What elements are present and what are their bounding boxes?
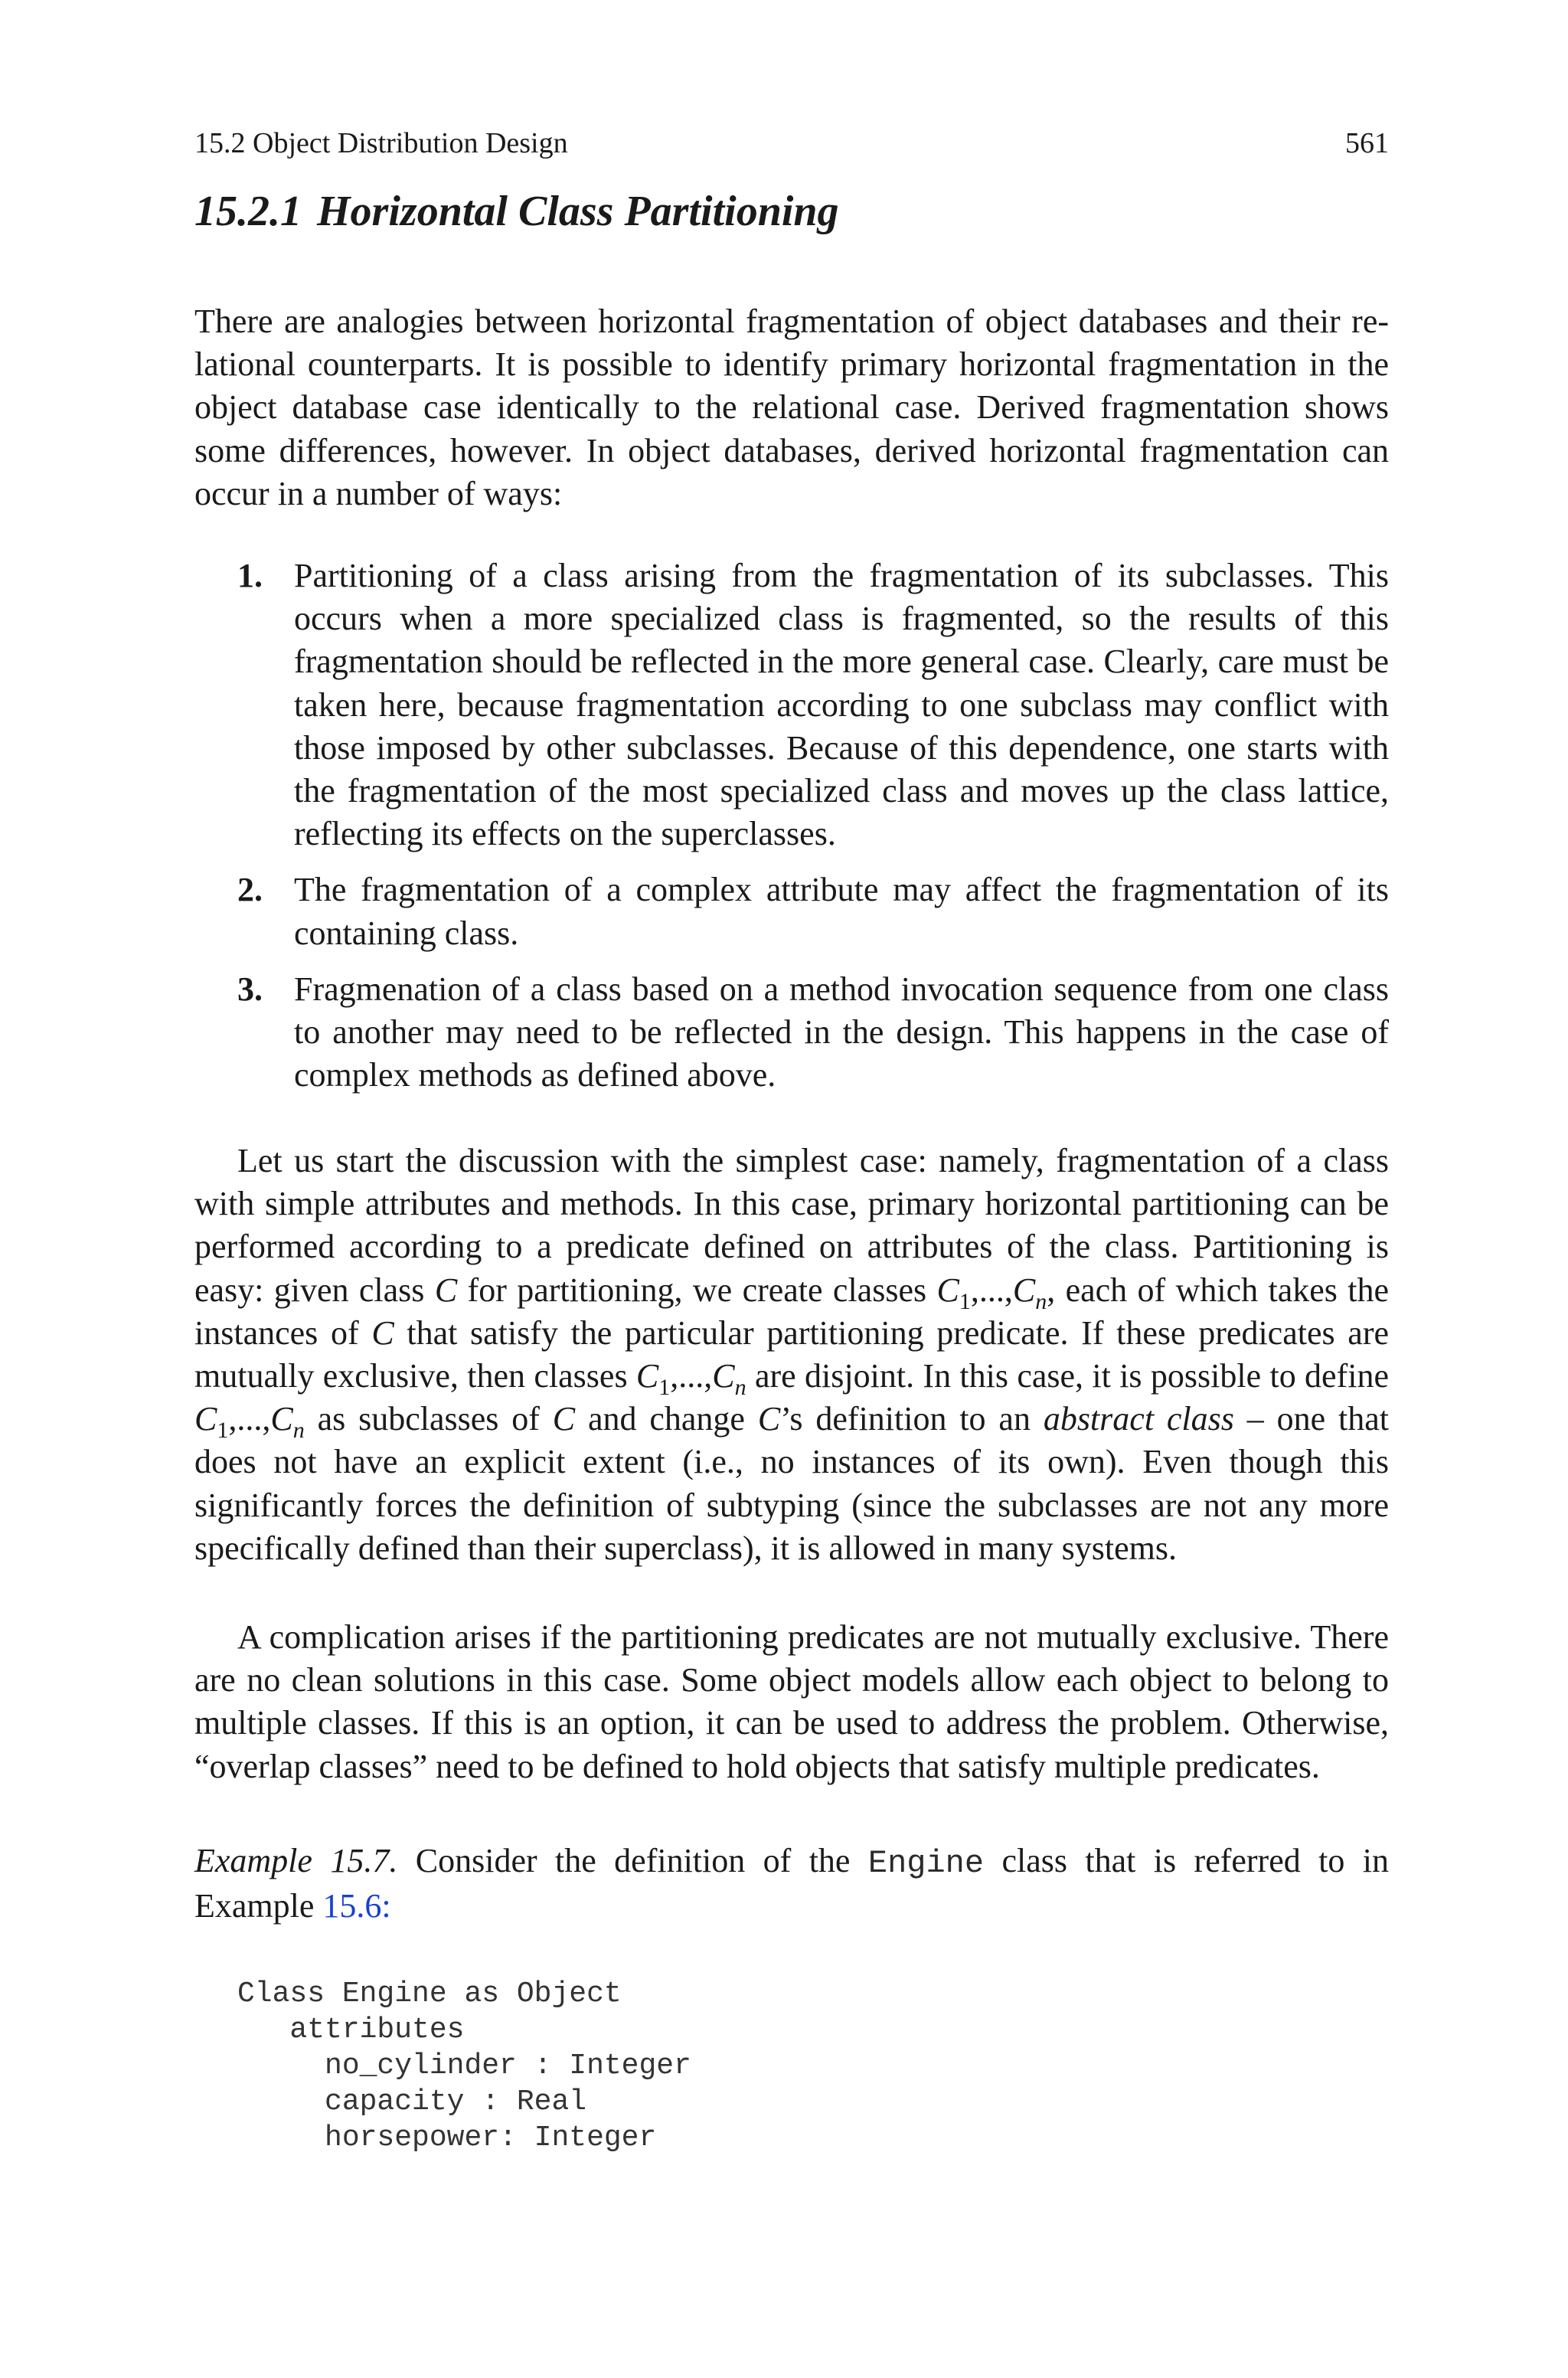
math-var: C [270,1400,293,1438]
example-label: Example 15.7. [194,1842,398,1879]
para-text: , each of which takes the instances of [194,1271,1390,1352]
math-var: C [635,1357,659,1395]
math-var: C [194,1400,217,1438]
para-text: Let us start the discussion with the simplest case: namely, fragmentation of a class with simple attributes and methods. In this case, primary horizontal partitioning can be performed according to a predicate defined on attributes of the class. Partitioning is easy: given class [194,1142,1389,1309]
para-text: for partitioning, we create classes [457,1271,937,1309]
code-line: capacity : Real [237,2085,587,2118]
example-reference-link[interactable]: 15.6 [322,1887,382,1925]
section-title-text: Horizontal Class Partitioning [317,188,839,235]
list-item-text: The fragmentation of a complex attribute may affect the fragmentation of its containing class. [294,871,1389,952]
code-line: horsepower: Integer [237,2121,657,2154]
code-line: Class Engine as Object [237,1977,622,2010]
section-title [194,184,839,239]
page-number: 561 [1345,127,1389,159]
math-sub: 1 [959,1288,971,1314]
math-sub: n [734,1374,746,1400]
math-dots: ,..., [228,1400,271,1438]
running-head-section: 15.2 Object Distribution Design [194,127,568,159]
complication-paragraph: A complication arises if the partitioning predicates are not mutually exclusive. There are no clean solutions in this case. Some object models allow each object to belong to multiple classes. If this is an option, it can be used to address the problem. Otherwise, “overlap classes” need to be defined to hold objects that satisfy multiple predicates. [194,1618,1389,1785]
code-listing [237,1976,691,2156]
math-var: C [936,1271,959,1309]
list-item-number: 3. [237,970,263,1008]
emphasized-term: abstract class [1043,1400,1234,1438]
list-item [194,868,1389,954]
math-var: C [712,1357,735,1395]
section-number: 15.2.1 [194,188,302,235]
math-dots: ,..., [970,1271,1013,1309]
para-text: are disjoint. In this case, it is possible to define [746,1357,1389,1395]
para-text: and change [575,1400,758,1438]
list-item-text: Fragmenation of a class based on a method invocation sequence from one class to another may need to be reflected in the design. This happens in the case of complex methods as defined above. [294,970,1389,1094]
simple-case-paragraph [194,1140,1389,1570]
list-item-number: 2. [237,871,263,909]
math-sub: 1 [658,1374,671,1400]
math-var: C [434,1271,458,1309]
math-var: C [552,1400,576,1438]
list-item-number: 1. [237,557,263,594]
example-paragraph [194,1840,1389,1928]
para-text: that satisfy the particular partitioning predicate. If these predicates are mutually exclusive, then classes [194,1313,1389,1395]
list-item [194,968,1389,1097]
intro-paragraph: There are analogies between horizontal fragmentation of object databases and their re-lational counterparts. It is possible to identify primary horizontal fragmentation in the object database case identically to the relational case. Derived fragmentation shows some differences, however. In object databases, derived horizontal fragmentation can occur in a number of ways: [194,303,1389,512]
para-text: ’s definition to an [780,1400,1044,1438]
code-line: attributes [237,2013,465,2046]
para-text: class that is referred to in Example [194,1842,1389,1925]
list-item [194,554,1389,855]
math-sub: 1 [217,1418,229,1444]
math-var: C [1012,1271,1036,1309]
para-text: as subclasses of [304,1400,553,1438]
para-text: – one that does not have an explicit extent (i.e., no instances of its own). Even though this significantly forces the definition of subtyping (since the subclasses are not any more specifically defined than their superclass), it is allowed in many systems. [194,1400,1389,1567]
code-line: no_cylinder : Integer [237,2049,691,2082]
math-sub: n [1035,1288,1047,1314]
para-text: Consider the definition of the [397,1842,868,1879]
inline-code: Engine [867,1845,985,1882]
math-var: C [757,1400,781,1438]
para-text: : [381,1887,391,1925]
math-var: C [371,1313,394,1352]
derivation-list [194,554,1389,1110]
list-item-text: Partitioning of a class arising from the fragmentation of its subclasses. This occurs when a more specialized class is fragmented, so the results of this fragmentation should be reflected in the more general case. Clearly, care must be taken here, because fragmentation according to one subclass may conflict with those imposed by other subclasses. Because of this dependence, one starts with the fragmentation of the most specialized class and moves up the class lattice, reflecting its effects on the superclasses. [294,557,1389,853]
math-sub: n [292,1418,305,1444]
math-dots: ,..., [670,1357,713,1395]
